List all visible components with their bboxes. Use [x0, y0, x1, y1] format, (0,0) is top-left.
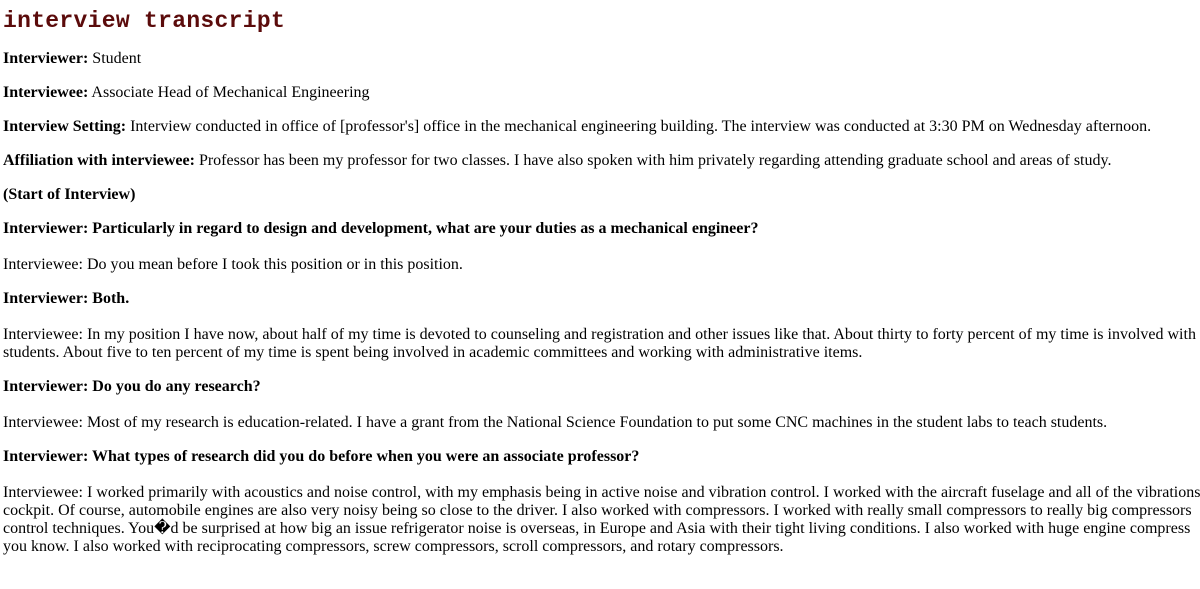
text-line: Interviewer: Particularly in regard to design and development, what are your duties as a mechanical engineer?	[3, 220, 759, 237]
text-line: Interviewee: Most of my research is education-related. I have a grant from the National Science Foundation to put some CNC machines in the student labs to teach students.	[3, 414, 1108, 431]
meta-value: Student	[88, 50, 142, 67]
text-line: Interviewer: Both.	[3, 290, 130, 307]
text-line: cockpit. Of course, automobile engines are also very noisy being so close to the driver. I also worked with compressors. I worked with really small compressors to really big compressors	[3, 502, 1192, 519]
meta-interviewer	[3, 50, 1200, 68]
meta-label: Interview Setting:	[3, 118, 127, 135]
text-line: Interviewee: Do you mean before I took this position or in this position.	[3, 256, 463, 273]
text-line: Interviewee: In my position I have now, about half of my time is devoted to counseling and registration and other issues like that. About thirty to forty percent of my time is involved with	[3, 326, 1196, 343]
text-line: you know. I also worked with reciprocating compressors, screw compressors, scroll compressors, and rotary compressors.	[3, 538, 784, 555]
interviewer-question	[3, 448, 1200, 466]
text-line: control techniques. You�d be surprised at how big an issue refrigerator noise is overseas, in Europe and Asia with their tight living conditions. I also worked with huge engine compress	[3, 520, 1191, 537]
meta-value: Interview conducted in office of [professor's] office in the mechanical engineering building. The interview was conducted at 3:30 PM on Wednesday afternoon.	[126, 118, 1152, 135]
interviewee-answer	[3, 414, 1200, 432]
text-line: Interviewer: Do you do any research?	[3, 378, 261, 395]
interviewer-question	[3, 290, 1200, 308]
meta-label: Interviewee:	[3, 84, 89, 101]
meta-label: Interviewer:	[3, 50, 89, 67]
text-line: Interviewee: I worked primarily with acoustics and noise control, with my emphasis being in active noise and vibration control. I worked with the aircraft fuselage and all of the vibrations	[3, 484, 1200, 501]
page-title: interview transcript	[3, 8, 286, 34]
meta-value: Associate Head of Mechanical Engineering	[88, 84, 370, 101]
meta-affiliation	[3, 152, 1200, 170]
interviewee-answer	[3, 326, 1200, 362]
interviewer-question	[3, 220, 1200, 238]
start-marker: (Start of Interview)	[3, 186, 136, 203]
meta-value: Professor has been my professor for two classes. I have also spoken with him privately regarding attending graduate school and areas of study.	[194, 152, 1112, 169]
interviewee-answer	[3, 484, 1200, 556]
text-line: students. About five to ten percent of my time is spent being involved in academic committees and working with administrative items.	[3, 344, 863, 361]
meta-interviewee	[3, 84, 1200, 102]
meta-interview-setting	[3, 118, 1200, 136]
text-line: Interviewer: What types of research did you do before when you were an associate professor?	[3, 448, 640, 465]
transcript-page	[3, 0, 1200, 556]
meta-label: Affiliation with interviewee:	[3, 152, 195, 169]
interviewee-answer	[3, 256, 1200, 274]
interviewer-question	[3, 378, 1200, 396]
